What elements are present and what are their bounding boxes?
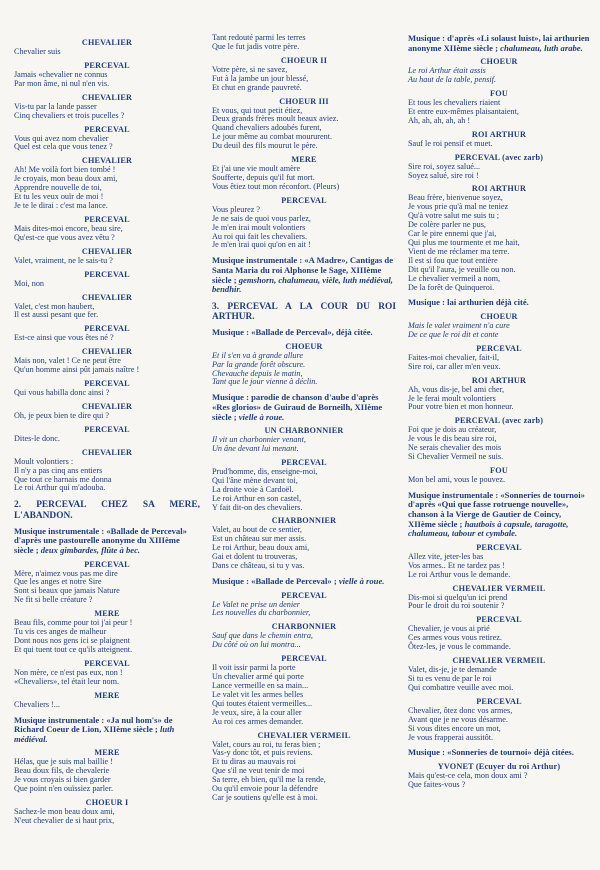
speaker-name: PERCEVAL [476, 696, 522, 706]
verse-line: Car je soutiens qu'elle est à moi. [212, 792, 318, 802]
speaker-name: CHEVALIER [81, 447, 133, 457]
verse-line: Ces armes vous vous retirez. [408, 633, 502, 643]
speaker-name: CHOEUR [480, 312, 518, 321]
verse-line: Tant que le jour vienne à déclin. [212, 377, 318, 387]
verse-line: Est un château sur mer assis. [212, 534, 307, 544]
verse-line: Est-ce ainsi que vous êtes né ? [14, 333, 114, 343]
speaker-name: MERE [291, 155, 317, 165]
speaker-name: CHEVALIER [81, 347, 133, 357]
speaker-name: PERCEVAL [84, 379, 130, 389]
verse-line: Allez vite, jeter-les bas [408, 551, 484, 561]
verse-line: Et entre eux-mêmes plaisantaient, [408, 106, 519, 116]
speaker-name: MERE [94, 609, 120, 619]
speaker-name: MERE [94, 748, 120, 758]
verse-line: Beau fils, comme pour toi j'ai peur ! [14, 618, 133, 628]
speaker-name: CHEVALIER [81, 292, 133, 302]
verse-line: Oh, je peux bien te dire qui ? [14, 410, 110, 420]
verse-line: Par la grande forêt obscure. [212, 359, 306, 369]
speaker-name: CHOEUR II [280, 55, 328, 65]
speaker-name: CHOEUR [480, 57, 518, 67]
verse-line: Et tous les chevaliers riaient [408, 98, 501, 107]
verse-line: Sire roi, soyez salué... [408, 161, 481, 171]
column-right [408, 34, 590, 790]
verse-line: Vous pleurez ? [212, 204, 261, 214]
speaker-name: CHEVALIER VERMEIL [452, 583, 546, 593]
verse-line: Jamais «chevalier ne connus [14, 69, 108, 79]
music-instruments: vielle à roue. [338, 575, 385, 586]
verse-line: Qui l'âne mène devant toi, [212, 475, 298, 485]
verse-line: Hélas, que je suis mal baillie ! [14, 757, 113, 767]
verse-line: Beau frère, bienvenue soyez, [408, 193, 503, 203]
verse-line: Que tout ce harnais me donna [14, 474, 112, 484]
verse-line: Dans ce château, si tu y vas. [212, 561, 305, 571]
music-instruments: chalumeau, luth arabe. [500, 42, 583, 53]
speaker-name: PERCEVAL [281, 590, 327, 600]
music-description: Musique instrumentale : «Sonneries de tournoi» d'après «Qui que fasse rotruenge nouvelle», chanson à la Vierge de Gautier de Coincy, XIIème siècle ; [408, 489, 585, 529]
music-description: Musique instrumentale : «Ballade de Perceval» d'après une pastourelle anonyme du XIIIème siècle ; [14, 525, 187, 555]
speaker-name: CHARBONNIER [271, 516, 337, 526]
verse-line: Vous êtiez tout mon réconfort. (Pleurs) [212, 181, 340, 191]
verse-line: Ah, vous dis-je, bel ami cher, [408, 384, 505, 394]
verse-line: Par mon âme, ni nul n'en vis. [14, 78, 110, 88]
speaker-name: FOU [490, 89, 508, 98]
verse-line: Chevaliers !... [14, 699, 60, 709]
verse-line: Je vous frapperai aussitôt. [408, 732, 494, 742]
verse-line: Sauf que dans le chemin entra, [212, 631, 313, 641]
section-heading: 2. PERCEVAL CHEZ SA MERE, L'ABANDON. [14, 500, 200, 521]
verse-line: Il voit issir parmi la porte [212, 663, 296, 673]
verse-line: Ne fit si belle créature ? [14, 595, 93, 605]
verse-line: Foi que je dois au créateur, [408, 425, 497, 435]
verse-line: Du deuil des fils mourut le père. [212, 141, 318, 151]
speaker-name: CHEVALIER [81, 401, 133, 411]
music-description: Musique : parodie de chanson d'aube d'après «Res glorios» de Guiraud de Borneilh, XIIème siècle ; [212, 392, 383, 422]
verse-line: Lance vermeille en sa main... [212, 681, 309, 690]
verse-line: Que point n'en ouïssiez parler. [14, 784, 114, 794]
verse-line: Vous qui avez nom chevalier [14, 133, 109, 143]
verse-line: Le Valet ne prise un denier [212, 599, 300, 609]
verse-line: Valet, au bout de ce sentier, [212, 525, 302, 535]
verse-line: Chevalier suis [14, 47, 61, 56]
verse-line: Au roi qui fait les chevaliers. [212, 231, 308, 241]
verse-line: Non mère, ce n'est pas eux, non ! [14, 667, 123, 677]
verse-line: Le roi Arthur qui m'adouba. [14, 483, 106, 493]
verse-line: Je te le dirai : c'est ma lance. [14, 200, 108, 210]
verse-line: Et tu diras au mauvais roi [212, 757, 296, 767]
verse-line: Je vous le dis beau sire roi, [408, 434, 497, 444]
verse-line: Avant que je ne vous désarme. [408, 714, 508, 724]
verse-line: De ce que le roi dit et conte [408, 329, 499, 339]
verse-line: Sachez-le mon beau doux ami, [14, 806, 115, 816]
speaker-name: PERCEVAL [84, 559, 130, 569]
verse-line: Fut à la jambe un jour blessé, [212, 73, 309, 83]
verse-line: Je m'en irai moult volontiers [212, 222, 306, 232]
speaker-name: PERCEVAL [84, 324, 130, 334]
speaker-name: CHEVALIER [81, 38, 133, 47]
speaker-name: PERCEVAL [281, 195, 327, 205]
verse-line: Et tu les veux ouïr de moi ! [14, 192, 104, 202]
verse-line: Et il s'en va à grande allure [212, 350, 304, 360]
verse-line: La droite voie à Cardoël. [212, 484, 294, 494]
verse-line: Que faites-vous ? [408, 779, 466, 789]
speaker-name: ROI ARTHUR [471, 184, 527, 194]
speaker-name: FOU [490, 465, 508, 475]
verse-line: Pour votre bien et mon honneur. [408, 402, 514, 412]
speaker-name: PERCEVAL [84, 60, 130, 70]
verse-line: Y fait dit-on des chevaliers. [212, 502, 303, 512]
speaker-name: PERCEVAL [84, 658, 130, 668]
verse-line: Qu'est-ce que vous avez vêtu ? [14, 232, 115, 242]
verse-line: Que les anges et notre Sire [14, 577, 102, 587]
speaker-name: PERCEVAL [281, 457, 327, 467]
speaker-name: CHEVALIER VERMEIL [452, 656, 546, 666]
music-note [408, 491, 590, 539]
verse-line: Un âne devant lui menant. [212, 444, 299, 453]
verse-line: Mais qu'est-ce cela, mon doux ami ? [408, 771, 528, 781]
verse-line: Sont si beaux que jamais Nature [14, 586, 120, 596]
music-description: Musique : d'après «Li solaust luist», lai arthurien anonyme XIIème siècle ; [408, 33, 590, 53]
verse-line: Chevalier, ôtez donc vos armes, [408, 705, 513, 715]
verse-line: Il n'y a pas cinq ans entiers [14, 465, 103, 475]
verse-line: Mère, n'aimez vous pas me dire [14, 568, 118, 578]
verse-line: Que le fut jadis votre père. [212, 41, 300, 51]
speaker-name: PERCEVAL (avec zarb) [454, 152, 544, 162]
music-description: Musique instrumentale : «A Madre», Cantigas de Santa Maria du roi Alphonse le Sage, XIIIème siècle ; [212, 255, 394, 285]
verse-line: Mais non, valet ! Ce ne peut être [14, 356, 121, 366]
speaker-name: MERE [94, 690, 120, 700]
verse-line: Gai et dolent tu trouveras, [212, 552, 298, 562]
verse-line: Tu vis ces anges de malheur [14, 627, 107, 637]
speaker-name: CHEVALIER [81, 246, 133, 256]
verse-line: Les nouvelles du charbonnier, [212, 608, 311, 618]
music-instruments: deux gimbardes, flûte à bec. [40, 544, 141, 555]
verse-line: Le roi Arthur était assis [408, 66, 486, 76]
verse-line: Sa terre, eh bien, qu'il me la rende, [212, 775, 326, 785]
speaker-name: PERCEVAL [84, 424, 130, 434]
speaker-name: PERCEVAL [281, 654, 327, 664]
music-note [408, 748, 590, 758]
music-description: Musique : «Sonneries de tournoi» déjà citées. [408, 747, 574, 758]
speaker-name: CHARBONNIER [271, 622, 337, 632]
verse-line: Et j'ai une vie moult amère [212, 164, 301, 174]
verse-line: Mais dites-moi encore, beau sire, [14, 223, 123, 233]
verse-line: Je ne sais de quoi vous parlez, [212, 213, 311, 223]
verse-line: Qui toutes étaient vermeilles... [212, 698, 313, 708]
verse-line: Je croyais, mon beau doux ami, [14, 174, 118, 184]
verse-line: Valet, vraiment, ne le sais-tu ? [14, 255, 113, 265]
verse-line: Je veux, sire, à la cour aller [212, 707, 302, 717]
music-description: Musique : «Ballade de Perceval», déjà citée. [212, 327, 373, 338]
verse-line: Dont nous nos gens ici se plaignent [14, 636, 130, 645]
verse-line: Valet, c'est mon haubert, [14, 301, 95, 311]
verse-line: Qu'un homme ainsi pût jamais naître ! [14, 365, 140, 375]
verse-line: Car le pire ennemi que j'ai, [408, 229, 497, 239]
speaker-name: PERCEVAL (avec zarb) [454, 416, 544, 426]
speaker-name: CHOEUR III [279, 96, 329, 106]
verse-line: Dit qu'il l'aura, je veuille ou non. [408, 264, 516, 274]
verse-line: Votre père, si ne savez, [212, 64, 288, 74]
speaker-name: CHOEUR I [85, 797, 129, 807]
verse-line: Vis-tu par la lande passer [14, 101, 97, 111]
verse-line: Et qui tuent tout ce qu'ils atteignent. [14, 644, 133, 654]
verse-line: Quand chevaliers adoubés furent, [212, 123, 322, 133]
verse-line: Le roi Arthur en son castel, [212, 493, 302, 503]
speaker-name: PERCEVAL [84, 269, 130, 279]
music-note [212, 393, 396, 422]
verse-line: Le chevalier vermeil a nom, [408, 273, 501, 283]
verse-line: Chevalier, je vous ai prié [408, 624, 490, 634]
speaker-name: ROI ARTHUR [471, 129, 527, 139]
speaker-name: CHOEUR [285, 341, 323, 351]
verse-line: Si vous dites encore un mot, [408, 723, 501, 733]
verse-line: Sire roi, car aller m'en veux. [408, 361, 501, 371]
verse-line: Ôtez-les, je vous le commande. [408, 642, 511, 652]
speaker-name: PERCEVAL [476, 343, 522, 353]
verse-line: Je vous prie qu'à mal ne teniez [408, 202, 509, 212]
verse-line: Et chut en grande pauvreté. [212, 82, 302, 92]
verse-line: Le valet vit les armes belles [212, 689, 304, 699]
verse-line: Valet, dis-je, je te demande [408, 665, 497, 675]
verse-line: Le jour même au combat moururent. [212, 132, 333, 142]
verse-line: Je vous croyais si bien garder [14, 775, 111, 785]
verse-line: Le roi Arthur vous le demande. [408, 569, 511, 579]
verse-line: Ne serais chevalier des mois [408, 443, 502, 453]
verse-line: Je m'en irai quoi qu'on en ait ! [212, 240, 311, 250]
speaker-name: UN CHARBONNIER [264, 426, 344, 436]
verse-line: Il est si fou que tout entière [408, 255, 498, 265]
verse-line: Que s'il ne veut tenir de moi [212, 766, 305, 776]
verse-line: Tant redouté parmi les terres [212, 33, 306, 42]
verse-line: Il est aussi pesant que fer. [14, 310, 99, 320]
verse-line: Si tu es venu de par le roi [408, 674, 492, 683]
verse-line: De la forêt de Quinqueroi. [408, 282, 495, 292]
verse-line: Je le ferai moult volontiers [408, 393, 496, 403]
verse-line: Cinq chevaliers et trois pucelles ? [14, 110, 125, 120]
verse-line: Quel est cela que vous tenez ? [14, 142, 113, 152]
speaker-name: ROI ARTHUR [471, 375, 527, 385]
speaker-name: CHEVALIER [81, 156, 133, 166]
music-description: Musique : lai arthurien déjà cité. [408, 297, 529, 308]
music-instruments: hautbois à capsule, taragotte, chalumeau, tabour et cymbale. [408, 518, 569, 539]
verse-line: Un chevalier armé qui porte [212, 672, 304, 682]
speaker-name: PERCEVAL [476, 542, 522, 552]
speaker-name: PERCEVAL [476, 615, 522, 625]
speaker-name: PERCEVAL [84, 124, 130, 134]
verse-line: Ah, ah, ah, ah, ah ! [408, 115, 471, 125]
verse-line: N'eut chevalier de si haut prix, [14, 815, 115, 825]
verse-line: Pour le droit du roi soutenir ? [408, 601, 505, 611]
speaker-name: PERCEVAL [84, 214, 130, 224]
verse-line: Valet, cours au roi, tu feras bien ; [212, 739, 321, 749]
speaker-name: YVONET (Ecuyer du roi Arthur) [437, 762, 561, 772]
music-note [212, 256, 396, 294]
verse-line: De colère parler ne pus, [408, 220, 486, 230]
verse-line: Et vous, qui tout petit étiez, [212, 105, 303, 115]
verse-line: Au roi ces armes demander. [212, 716, 304, 726]
verse-line: Ah! Me voilà fort bien tombé ! [14, 165, 116, 175]
verse-line: Il vit un charbonnier venant, [212, 435, 306, 445]
music-description: Musique instrumentale : «Ja nul hom's» de Richard Coeur de Lion, XIIème siècle ; [14, 714, 173, 735]
verse-line: Soyez salué, sire roi ! [408, 170, 479, 180]
verse-line: Deux grands frères moult beaux aviez. [212, 114, 339, 124]
verse-line: Le roi Arthur, beau doux ami, [212, 543, 310, 553]
column-left [14, 34, 200, 826]
verse-line: Moult volontiers : [14, 456, 74, 466]
verse-line: Soufferte, depuis qu'il fut mort. [212, 172, 315, 182]
column-middle [212, 34, 396, 803]
verse-line: Vos armes.. Et ne tardez pas ! [408, 560, 505, 570]
music-description: Musique : «Ballade de Perceval» ; [212, 575, 337, 586]
verse-line: Moi, non [14, 278, 45, 288]
verse-line: Si Chevalier Vermeil ne suis. [408, 452, 504, 462]
music-note [408, 298, 590, 308]
verse-line: Mais le valet vraiment n'a cure [408, 321, 510, 330]
verse-line: Sauf le roi pensif et muet. [408, 138, 493, 148]
verse-line: Ou qu'il envoie pour la défendre [212, 784, 318, 794]
verse-line: Dis-moi si quelqu'un ici prend [408, 592, 508, 602]
verse-line: Vas-y donc tôt, et puis reviens. [212, 748, 313, 758]
verse-line: Qui combattre veuille avec moi. [408, 682, 514, 692]
music-instruments: vielle à roue. [238, 411, 285, 422]
verse-line: Dites-le donc. [14, 433, 60, 443]
verse-line: Beau doux fils, de chevalerie [14, 766, 110, 776]
speaker-name: CHEVALIER VERMEIL [257, 730, 351, 740]
music-note [14, 716, 200, 745]
verse-line: Vient de me réclamer ma terre. [408, 246, 510, 256]
section-heading: 3. PERCEVAL A LA COUR DU ROI ARTHUR. [212, 301, 396, 322]
music-instruments: luth médiéval. [14, 724, 175, 744]
verse-line: Chevauche depuis le matin, [212, 368, 303, 378]
verse-line: Qui plus me tourmente et me hait, [408, 237, 520, 247]
verse-line: Qui vous habilla donc ainsi ? [14, 388, 110, 398]
verse-line: Du côté où on lui montra... [212, 640, 301, 650]
music-note [408, 34, 590, 53]
music-note [212, 328, 396, 338]
verse-line: «Chevaliers», tel était leur nom. [14, 676, 120, 686]
speaker-name: CHEVALIER [81, 92, 133, 102]
verse-line: Apprendre nouvelle de toi, [14, 183, 102, 193]
verse-line: Mon bel ami, vous le pouvez. [408, 474, 506, 484]
music-note [212, 577, 396, 587]
music-instruments: gemshorn, chalumeau, vièle, luth médiéval, bendhir. [212, 274, 393, 295]
verse-line: Prud'homme, dis, enseigne-moi, [212, 466, 318, 476]
verse-line: Au haut de la table, pensif. [408, 75, 497, 85]
verse-line: Qu'à votre salut me suis tu ; [408, 211, 500, 221]
verse-line: Faites-moi chevalier, fait-il, [408, 352, 500, 362]
music-note [14, 527, 200, 556]
